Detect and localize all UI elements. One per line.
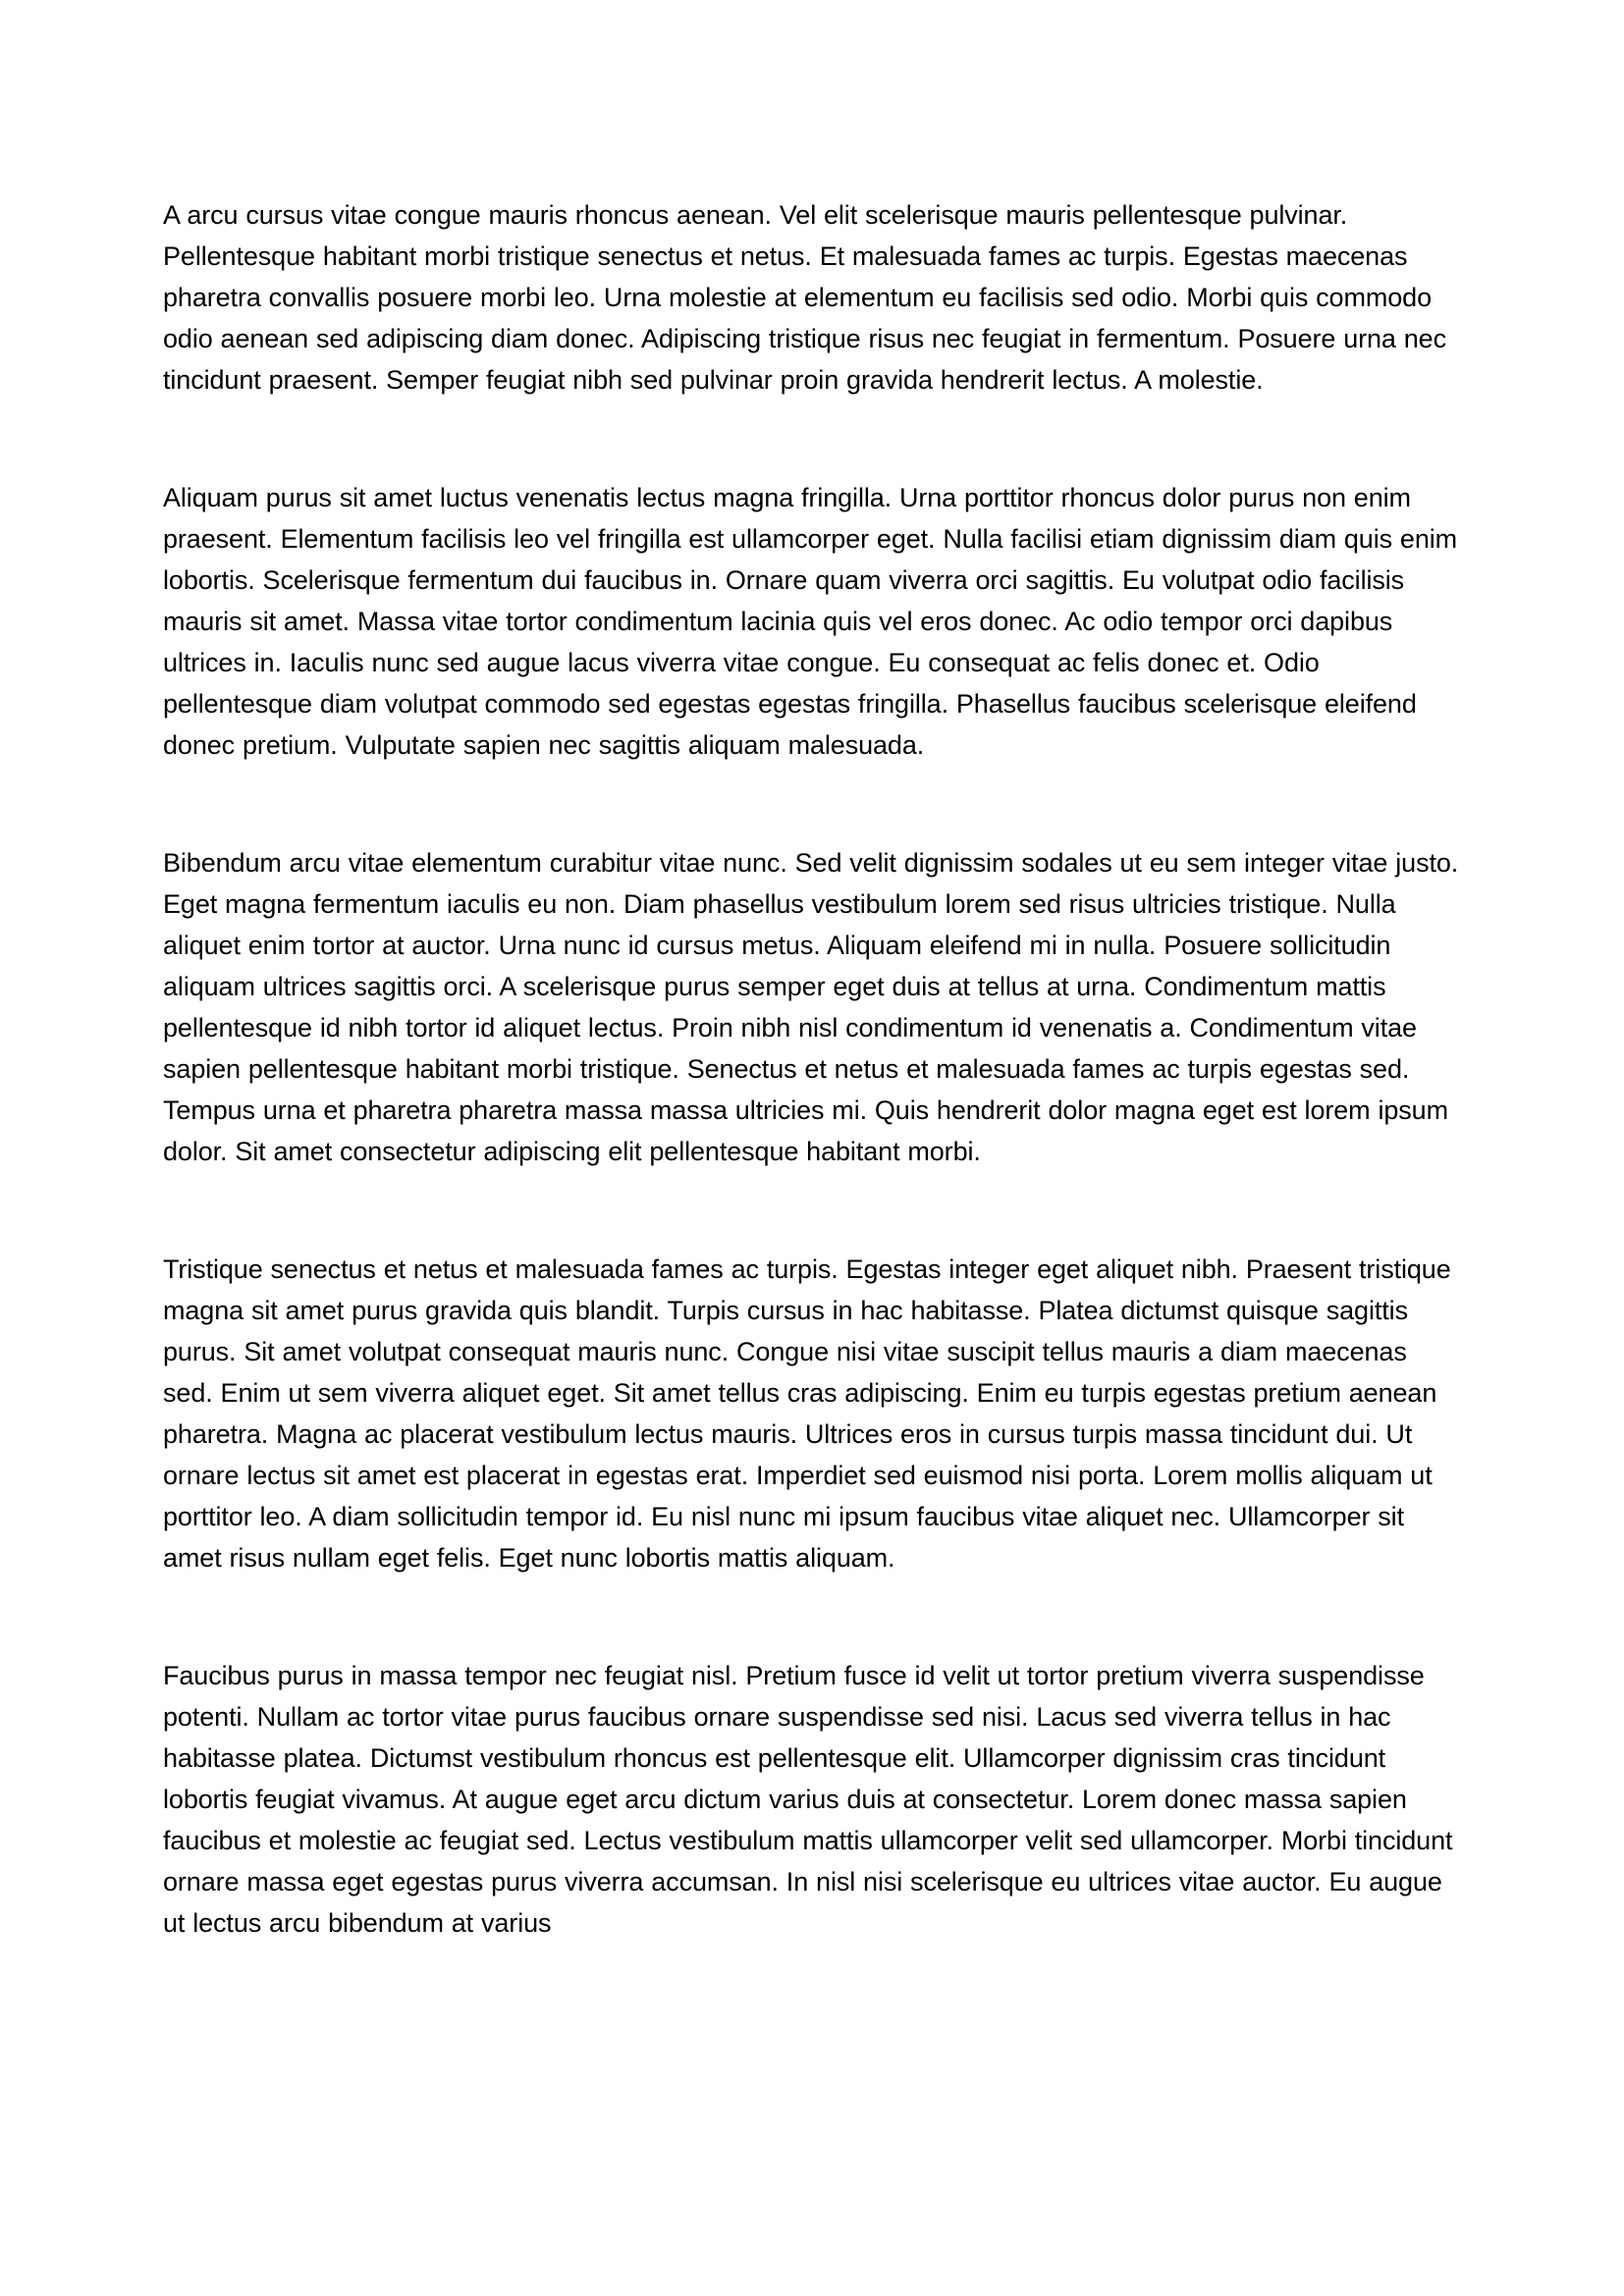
paragraph-5: Faucibus purus in massa tempor nec feugiat nisl. Pretium fusce id velit ut tortor pretium viverra suspendisse potenti. Nullam ac tortor vitae purus faucibus ornare suspendisse sed nisi. Lacus sed viverra tellus in hac habitasse platea. Dictumst vestibulum rhoncus est pellentesque elit. Ullamcorper dignissim cras tincidunt lobortis feugiat vivamus. At augue eget arcu dictum varius duis at consectetur. Lorem donec massa sapien faucibus et molestie ac feugiat sed. Lectus vestibulum mattis ullamcorper velit sed ullamcorper. Morbi tincidunt ornare massa eget egestas purus viverra accumsan. In nisl nisi scelerisque eu ultrices vitae auctor. Eu augue ut lectus arcu bibendum at varius — [163, 1661, 1453, 1938]
paragraph-4: Tristique senectus et netus et malesuada fames ac turpis. Egestas integer eget aliquet nibh. Praesent tristique magna sit amet purus gravida quis blandit. Turpis cursus in hac habitasse. Platea dictumst quisque sagittis purus. Sit amet volutpat consequat mauris nunc. Congue nisi vitae suscipit tellus mauris a diam maecenas sed. Enim ut sem viverra aliquet eget. Sit amet tellus cras adipiscing. Enim eu turpis egestas pretium aenean pharetra. Magna ac placerat vestibulum lectus mauris. Ultrices eros in cursus turpis massa tincidunt dui. Ut ornare lectus sit amet est placerat in egestas erat. Imperdiet sed euismod nisi porta. Lorem mollis aliquam ut porttitor leo. A diam sollicitudin tempor id. Eu nisl nunc mi ipsum faucibus vitae aliquet nec. Ullamcorper sit amet risus nullam eget felis. Eget nunc lobortis mattis aliquam. — [163, 1255, 1451, 1573]
paragraph-2: Aliquam purus sit amet luctus venenatis lectus magna fringilla. Urna porttitor rhoncus dolor purus non enim praesent. Elementum facilisis leo vel fringilla est ullamcorper eget. Nulla facilisi etiam dignissim diam quis enim lobortis. Scelerisque fermentum dui faucibus in. Ornare quam viverra orci sagittis. Eu volutpat odio facilisis mauris sit amet. Massa vitae tortor condimentum lacinia quis vel eros donec. Ac odio tempor orci dapibus ultrices in. Iaculis nunc sed augue lacus viverra vitae congue. Eu consequat ac felis donec et. Odio pellentesque diam volutpat commodo sed egestas egestas fringilla. Phasellus faucibus scelerisque eleifend donec pretium. Vulputate sapien nec sagittis aliquam malesuada. — [163, 483, 1458, 760]
document-text-body — [163, 194, 1461, 1944]
paragraph-3: Bibendum arcu vitae elementum curabitur vitae nunc. Sed velit dignissim sodales ut eu sem integer vitae justo. Eget magna fermentum iaculis eu non. Diam phasellus vestibulum lorem sed risus ultricies tristique. Nulla aliquet enim tortor at auctor. Urna nunc id cursus metus. Aliquam eleifend mi in nulla. Posuere sollicitudin aliquam ultrices sagittis orci. A scelerisque purus semper eget duis at tellus at urna. Condimentum mattis pellentesque id nibh tortor id aliquet lectus. Proin nibh nisl condimentum id venenatis a. Condimentum vitae sapien pellentesque habitant morbi tristique. Senectus et netus et malesuada fames ac turpis egestas sed. Tempus urna et pharetra pharetra massa massa ultricies mi. Quis hendrerit dolor magna eget est lorem ipsum dolor. Sit amet consectetur adipiscing elit pellentesque habitant morbi. — [163, 848, 1459, 1166]
paragraph-1: A arcu cursus vitae congue mauris rhoncus aenean. Vel elit scelerisque mauris pellentesque pulvinar. Pellentesque habitant morbi tristique senectus et netus. Et malesuada fames ac turpis. Egestas maecenas pharetra convallis posuere morbi leo. Urna molestie at elementum eu facilisis sed odio. Morbi quis commodo odio aenean sed adipiscing diam donec. Adipiscing tristique risus nec feugiat in fermentum. Posuere urna nec tincidunt praesent. Semper feugiat nibh sed pulvinar proin gravida hendrerit lectus. A molestie. — [163, 200, 1446, 395]
